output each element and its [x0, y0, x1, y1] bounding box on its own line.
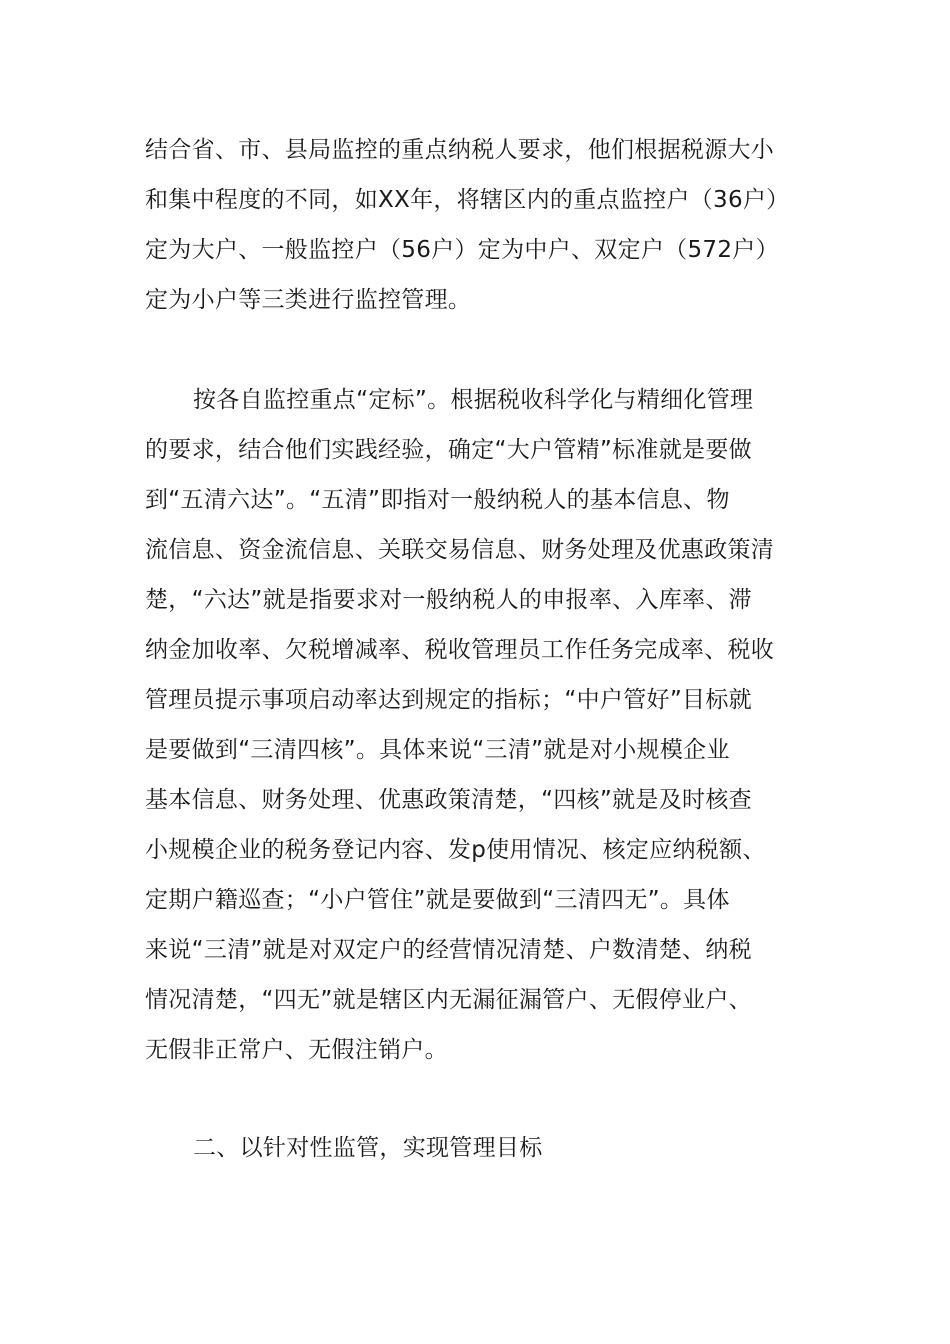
paragraph-2-line-8: 是要做到“三清四核”。具体来说“三清”就是对小规模企业: [145, 737, 730, 763]
paragraph-2-line-1: 按各自监控重点“定标”。根据税收科学化与精细化管理: [193, 387, 754, 413]
paragraph-1-line-4: 定为小户等三类进行监控管理。: [145, 287, 472, 313]
paragraph-2-line-6: 纳金加收率、欠税增减率、税收管理员工作任务完成率、税收: [145, 637, 775, 663]
paragraph-2-line-2: 的要求，结合他们实践经验，确定“大户管精”标准就是要做: [145, 437, 752, 463]
paragraph-1-line-3: 定为大户、一般监控户（56户）定为中户、双定户（572户）: [145, 237, 779, 263]
paragraph-2-line-5: 楚，“六达”就是指要求对一般纳税人的申报率、入库率、滞: [145, 587, 752, 613]
paragraph-1-line-1: 结合省、市、县局监控的重点纳税人要求，他们根据税源大小: [145, 137, 775, 163]
paragraph-2-line-9: 基本信息、财务处理、优惠政策清楚，“四核”就是及时核查: [145, 787, 752, 813]
paragraph-2-line-4: 流信息、资金流信息、关联交易信息、财务处理及优惠政策清: [145, 537, 775, 563]
paragraph-1-line-2: 和集中程度的不同，如XX年，将辖区内的重点监控户（36户）: [145, 187, 790, 213]
paragraph-2-line-10: 小规模企业的税务登记内容、发p使用情况、核定应纳税额、: [145, 837, 766, 863]
paragraph-2-line-13: 情况清楚，“四无”就是辖区内无漏征漏管户、无假停业户、: [145, 987, 752, 1013]
section-heading: 二、以针对性监管，实现管理目标: [193, 1135, 543, 1161]
paragraph-2-line-11: 定期户籍巡查；“小户管住”就是要做到“三清四无”。具体: [145, 887, 730, 913]
paragraph-2-line-12: 来说“三清”就是对双定户的经营情况清楚、户数清楚、纳税: [145, 937, 752, 963]
paragraph-2-line-3: 到“五清六达”。“五清”即指对一般纳税人的基本信息、物: [145, 487, 730, 513]
paragraph-2-line-7: 管理员提示事项启动率达到规定的指标；“中户管好”目标就: [145, 687, 752, 713]
paragraph-2-line-14: 无假非正常户、无假注销户。: [145, 1037, 448, 1063]
